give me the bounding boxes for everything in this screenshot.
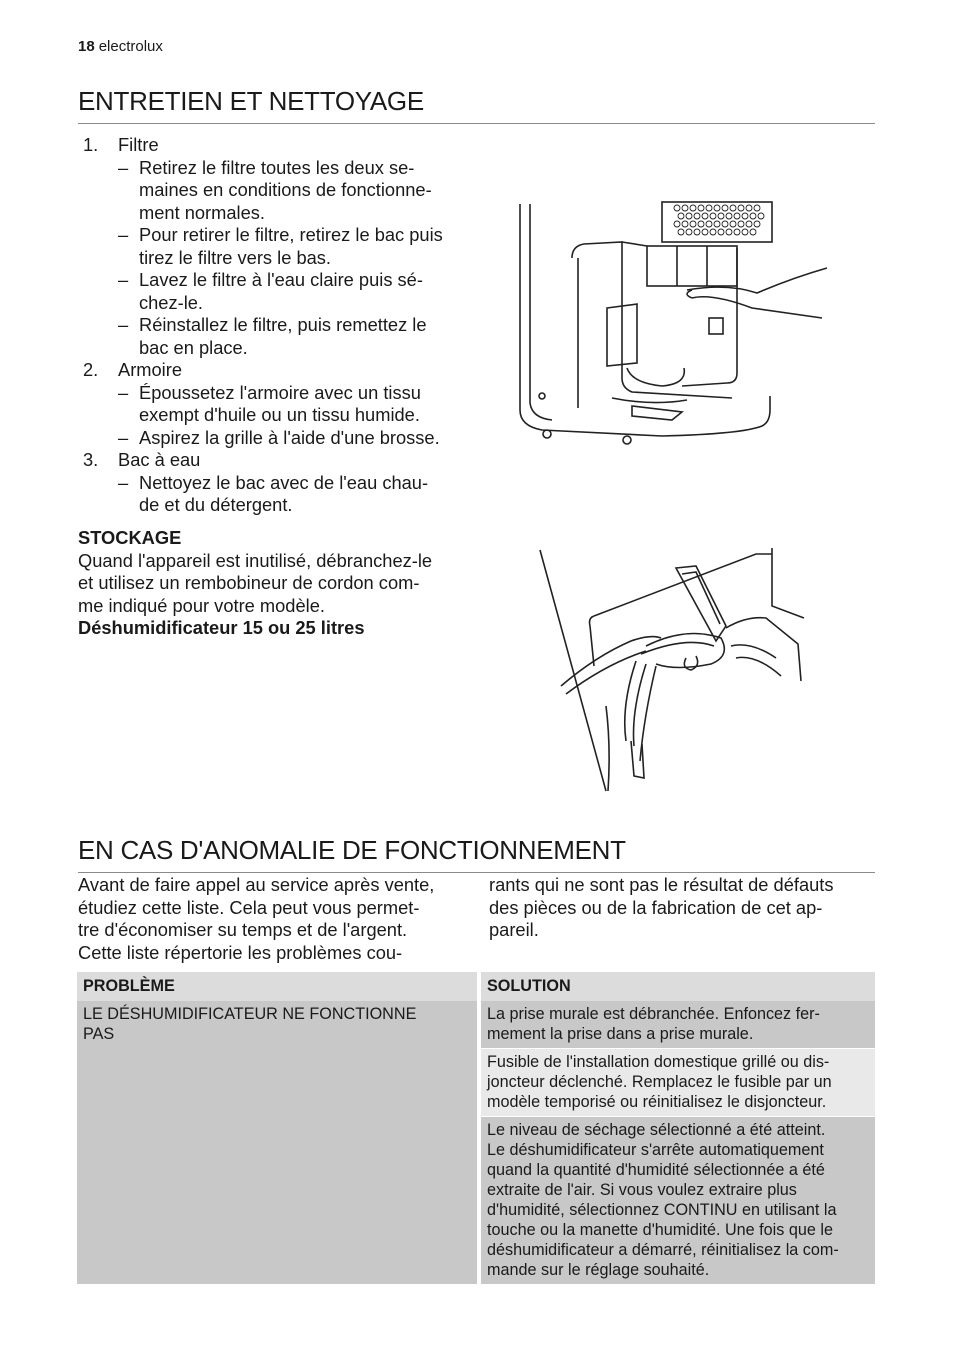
- intro-line: tre d'économiser su temps et de l'argent.: [78, 919, 408, 940]
- sub-line: exempt d'huile ou un tissu humide.: [139, 404, 420, 425]
- sub-item: [118, 224, 478, 269]
- list-item-water-tank: [78, 449, 478, 517]
- solution-line: touche ou la manette d'humidité. Une fois que le: [487, 1221, 833, 1239]
- intro-line: des pièces ou de la fabrication de cet ap-: [489, 896, 823, 918]
- sub-line: de et du détergent.: [139, 494, 293, 515]
- sub-item: [118, 269, 478, 314]
- dash-bullet: –: [118, 224, 129, 245]
- solution-line: Fusible de l'installation domestique grillé ou dis-: [487, 1053, 830, 1071]
- sub-line: Lavez le filtre à l'eau claire puis sé-: [139, 269, 423, 290]
- storage-line: Quand l'appareil est inutilisé, débranchez-le: [78, 549, 433, 571]
- problem-cell: [77, 1001, 481, 1284]
- sub-item: [118, 427, 478, 450]
- list-item-filter: [78, 134, 478, 359]
- item-number: 2.: [83, 359, 99, 380]
- sub-line: tirez le filtre vers le bas.: [139, 246, 332, 268]
- solution-cell: [481, 1001, 875, 1048]
- storage-block: [78, 527, 468, 640]
- sub-item: [118, 472, 478, 517]
- solution-line: modèle temporisé ou réinitialisez le disjoncteur.: [487, 1093, 827, 1111]
- sub-line: chez-le.: [139, 291, 204, 313]
- solution-line: mande sur le réglage souhaité.: [487, 1261, 710, 1279]
- item-number: 3.: [83, 449, 99, 470]
- item-number: 1.: [83, 134, 99, 155]
- item-label: Filtre: [118, 134, 159, 155]
- brand-name: electrolux: [98, 38, 163, 55]
- intro-line: Avant de faire appel au service après vente,: [78, 874, 435, 895]
- storage-model-note: Déshumidificateur 15 ou 25 litres: [78, 617, 365, 638]
- intro-column-right: [489, 874, 879, 942]
- maintenance-list: [78, 134, 478, 517]
- solution-cell: [481, 1116, 875, 1284]
- solution-line: joncteur déclenché. Remplacez le fusible par un: [487, 1073, 832, 1091]
- storage-line: et utilisez un rembobineur de cordon com-: [78, 572, 420, 593]
- sub-line: bac en place.: [139, 336, 248, 358]
- solution-line: d'humidité, sélectionnez CONTINU en utilisant la: [487, 1201, 837, 1219]
- sub-item: [118, 314, 478, 359]
- solution-line: Le niveau de séchage sélectionné a été atteint.: [487, 1121, 826, 1139]
- dash-bullet: –: [118, 426, 129, 448]
- dash-bullet: –: [118, 471, 129, 493]
- intro-line: rants qui ne sont pas le résultat de défauts: [489, 874, 834, 895]
- column-header-problem: PROBLÈME: [77, 972, 481, 1001]
- column-header-solution: SOLUTION: [481, 972, 875, 1001]
- solution-line: quand la quantité d'humidité sélectionnée a été: [487, 1161, 825, 1179]
- page-number: 18: [78, 38, 95, 55]
- intro-column-left: [78, 874, 468, 964]
- sub-line: Nettoyez le bac avec de l'eau chau-: [139, 471, 429, 493]
- intro-line: pareil.: [489, 919, 539, 940]
- item-label: Armoire: [118, 359, 182, 380]
- storage-line: me indiqué pour votre modèle.: [78, 594, 325, 616]
- intro-line: Cette liste répertorie les problèmes cou-: [78, 941, 403, 963]
- dash-bullet: –: [118, 381, 129, 403]
- solution-line: Le déshumidificateur s'arrête automatiquement: [487, 1141, 824, 1159]
- dash-bullet: –: [118, 269, 129, 290]
- sub-line: ment normales.: [139, 201, 265, 223]
- section-title-troubleshooting: EN CAS D'ANOMALIE DE FONCTIONNEMENT: [78, 835, 875, 873]
- sub-line: Aspirez la grille à l'aide d'une brosse.: [139, 426, 440, 448]
- sub-line: maines en conditions de fonctionne-: [139, 179, 432, 200]
- sub-line: Pour retirer le filtre, retirez le bac puis: [139, 224, 443, 245]
- troubleshooting-table: [77, 972, 875, 1284]
- problem-line: PAS: [83, 1025, 115, 1043]
- solution-cell: [481, 1048, 875, 1116]
- sub-line: Époussetez l'armoire avec un tissu: [139, 381, 421, 403]
- solution-line: déshumidificateur a démarré, réinitialisez la com-: [487, 1241, 839, 1259]
- solution-line: extraite de l'air. Si vous voulez extraire plus: [487, 1181, 797, 1199]
- solution-line: mement la prise dans a prise murale.: [487, 1025, 754, 1043]
- cord-winder-illustration: [536, 546, 806, 796]
- solution-line: La prise murale est débranchée. Enfoncez fer-: [487, 1005, 820, 1023]
- item-label: Bac à eau: [118, 449, 201, 470]
- intro-line: étudiez cette liste. Cela peut vous permet-: [78, 896, 420, 918]
- sub-line: Retirez le filtre toutes les deux se-: [139, 156, 415, 178]
- problem-line: LE DÉSHUMIDIFICATEUR NE FONCTIONNE: [83, 1005, 417, 1023]
- page-header: [78, 38, 163, 55]
- storage-title: STOCKAGE: [78, 527, 182, 548]
- filter-removal-illustration: [512, 198, 832, 450]
- sub-line: Réinstallez le filtre, puis remettez le: [139, 314, 427, 335]
- sub-item: [118, 157, 478, 225]
- table-header-row: [77, 972, 875, 1001]
- table-row: [77, 1001, 875, 1048]
- dash-bullet: –: [118, 314, 129, 335]
- dash-bullet: –: [118, 156, 129, 178]
- sub-item: [118, 382, 478, 427]
- section-title-maintenance: ENTRETIEN ET NETTOYAGE: [78, 86, 875, 124]
- list-item-cabinet: [78, 359, 478, 449]
